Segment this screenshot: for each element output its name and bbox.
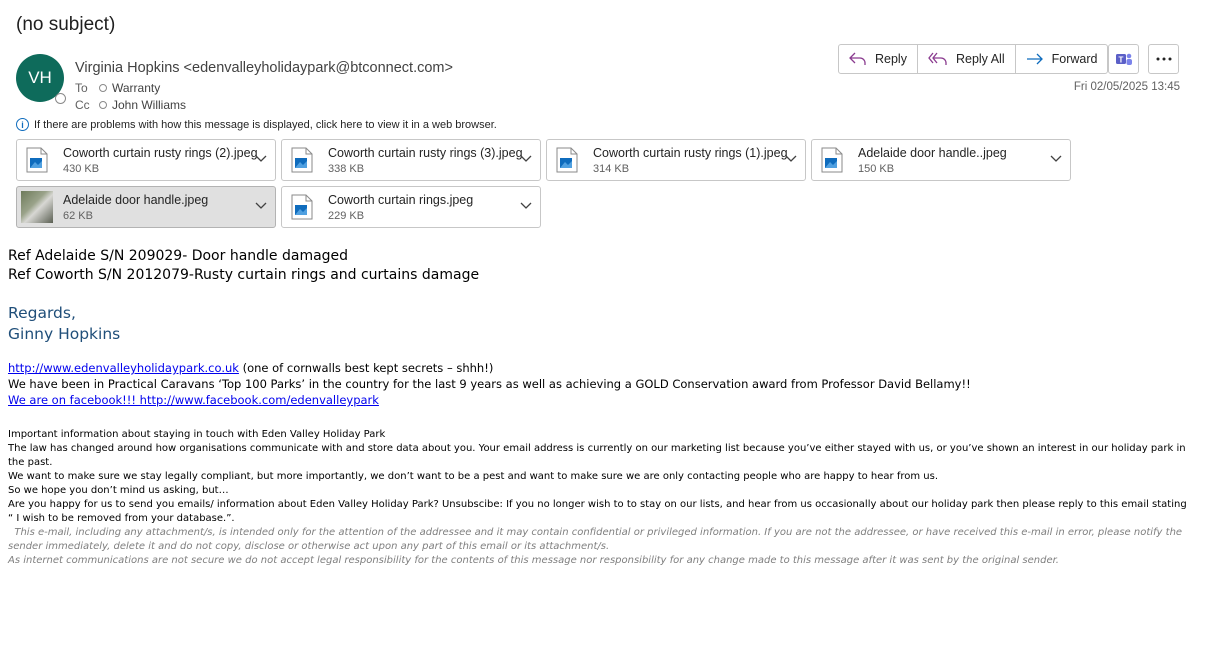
info-title: Important information about staying in touch with Eden Valley Holiday Park [8,429,386,440]
chevron-down-icon[interactable] [785,155,797,163]
attachment-card[interactable] [281,139,541,181]
cc-label: Cc [75,98,90,112]
more-options-icon [1156,57,1172,61]
reply-all-label: Reply All [955,52,1005,66]
sent-date: Fri 02/05/2025 13:45 [1073,81,1180,93]
sender-name[interactable]: Virginia Hopkins <edenvalleyholidaypark@btconnect.com> [75,60,453,76]
facebook-line [8,392,1193,408]
attachment-name: Adelaide door handle..jpeg [858,146,1007,160]
body-ref-line: Ref Adelaide S/N 209029- Door handle damaged [8,248,349,264]
website-line [8,360,1193,376]
attachment-name: Adelaide door handle.jpeg [63,193,209,207]
reply-all-button[interactable] [918,45,1016,73]
chevron-down-icon[interactable] [520,202,532,210]
attachment-name: Coworth curtain rusty rings (2).jpeg [63,146,258,160]
more-options-button[interactable] [1148,44,1179,74]
info-paragraph: The law has changed around how organisations communicate with and store data about you. Your email address is currently on our marketing list because you’ve either stayed with us, or you’ve shown an interest in our holiday park in the past. [8,443,1186,468]
signature-name: Ginny Hopkins [8,325,121,343]
image-file-icon [26,147,48,173]
message-body [8,247,1193,568]
attachment-card[interactable] [16,139,276,181]
website-link[interactable]: http://www.edenvalleyholidaypark.co.uk [8,361,239,375]
chevron-down-icon[interactable] [1050,155,1062,163]
info-paragraph: We want to make sure we stay legally compliant, but more importantly, we don’t want to be a pest and want to make sure we are only contacting people who are happy to hear from us. [8,471,939,482]
email-subject: (no subject) [16,14,116,35]
to-recipient[interactable]: Warranty [112,81,161,95]
image-file-icon [556,147,578,173]
attachment-card[interactable] [811,139,1071,181]
attachment-size: 314 KB [593,163,630,175]
forward-button[interactable] [1016,45,1108,73]
attachment-card-selected[interactable] [16,186,276,228]
reply-icon [849,52,867,66]
reply-all-icon [928,52,948,66]
awards-line: We have been in Practical Caravans ‘Top 100 Parks’ in the country for the last 9 years as well as achieving a GOLD Conservation award from Professor David Bellamy!! [8,377,971,391]
to-label: To [75,81,88,95]
chevron-down-icon[interactable] [255,202,267,210]
reply-button[interactable] [839,45,918,73]
image-file-icon [291,147,313,173]
chevron-down-icon[interactable] [255,155,267,163]
info-icon: i [16,118,29,131]
disclaimer-text: This e-mail, including any attachment/s, is intended only for the attention of the addressee and it may contain confidential or privileged information. If you are not the addressee, or have received this e-mail in error, please notify the sender immediately, delete it and do not copy, disclose or otherwise act upon any part of this email or its attachment/s. [8,527,1186,552]
attachment-name: Coworth curtain rings.jpeg [328,193,474,207]
attachment-name: Coworth curtain rusty rings (3).jpeg [328,146,523,160]
info-bar[interactable] [16,118,497,131]
attachment-size: 150 KB [858,163,895,175]
image-thumbnail [21,191,53,223]
attachment-size: 62 KB [63,210,93,222]
info-paragraph: So we hope you don’t mind us asking, but… [8,485,229,496]
forward-label: Forward [1051,52,1098,66]
forward-arrow-icon [1026,52,1044,66]
disclaimer-text: As internet communications are not secure we do not accept legal responsibility for the contents of this message nor responsibility for any change made to this message after it was sent by the original sender. [8,555,1059,566]
image-file-icon [821,147,843,173]
website-note: (one of cornwalls best kept secrets – shhh!) [238,361,494,375]
info-paragraph: Are you happy for us to send you emails/ information about Eden Valley Holiday Park? Unsubscibe: If you no longer wish to to stay on our lists, and hear from us occasionally about our holiday park then please reply to this email stating “ I wish to be removed from your database.”. [8,499,1187,524]
chevron-down-icon[interactable] [520,155,532,163]
recipient-status-icon [99,84,107,92]
attachment-card[interactable] [281,186,541,228]
facebook-link[interactable]: We are on facebook!!! http://www.facebook.com/edenvalleypark [8,393,379,407]
cc-row [75,98,186,112]
teams-icon [1115,51,1133,67]
info-bar-text[interactable]: If there are problems with how this message is displayed, click here to view it in a web browser. [34,118,497,131]
cc-recipient[interactable]: John Williams [112,98,187,112]
to-row [75,81,160,95]
reply-label: Reply [875,52,907,66]
attachment-size: 229 KB [328,210,365,222]
message-actions [838,44,1108,74]
svg-text:T: T [1118,55,1123,65]
image-file-icon [291,194,313,220]
avatar-initials: VH [28,68,52,87]
attachment-size: 338 KB [328,163,365,175]
attachment-card[interactable] [546,139,806,181]
attachment-size: 430 KB [63,163,100,175]
recipient-status-icon [99,101,107,109]
sender-avatar[interactable] [16,54,64,102]
body-ref-line: Ref Coworth S/N 2012079-Rusty curtain rings and curtains damage [8,267,480,283]
regards-line: Regards, [8,304,76,322]
attachment-name: Coworth curtain rusty rings (1).jpeg [593,146,788,160]
teams-button[interactable] [1108,44,1139,74]
presence-status-icon [55,93,66,104]
